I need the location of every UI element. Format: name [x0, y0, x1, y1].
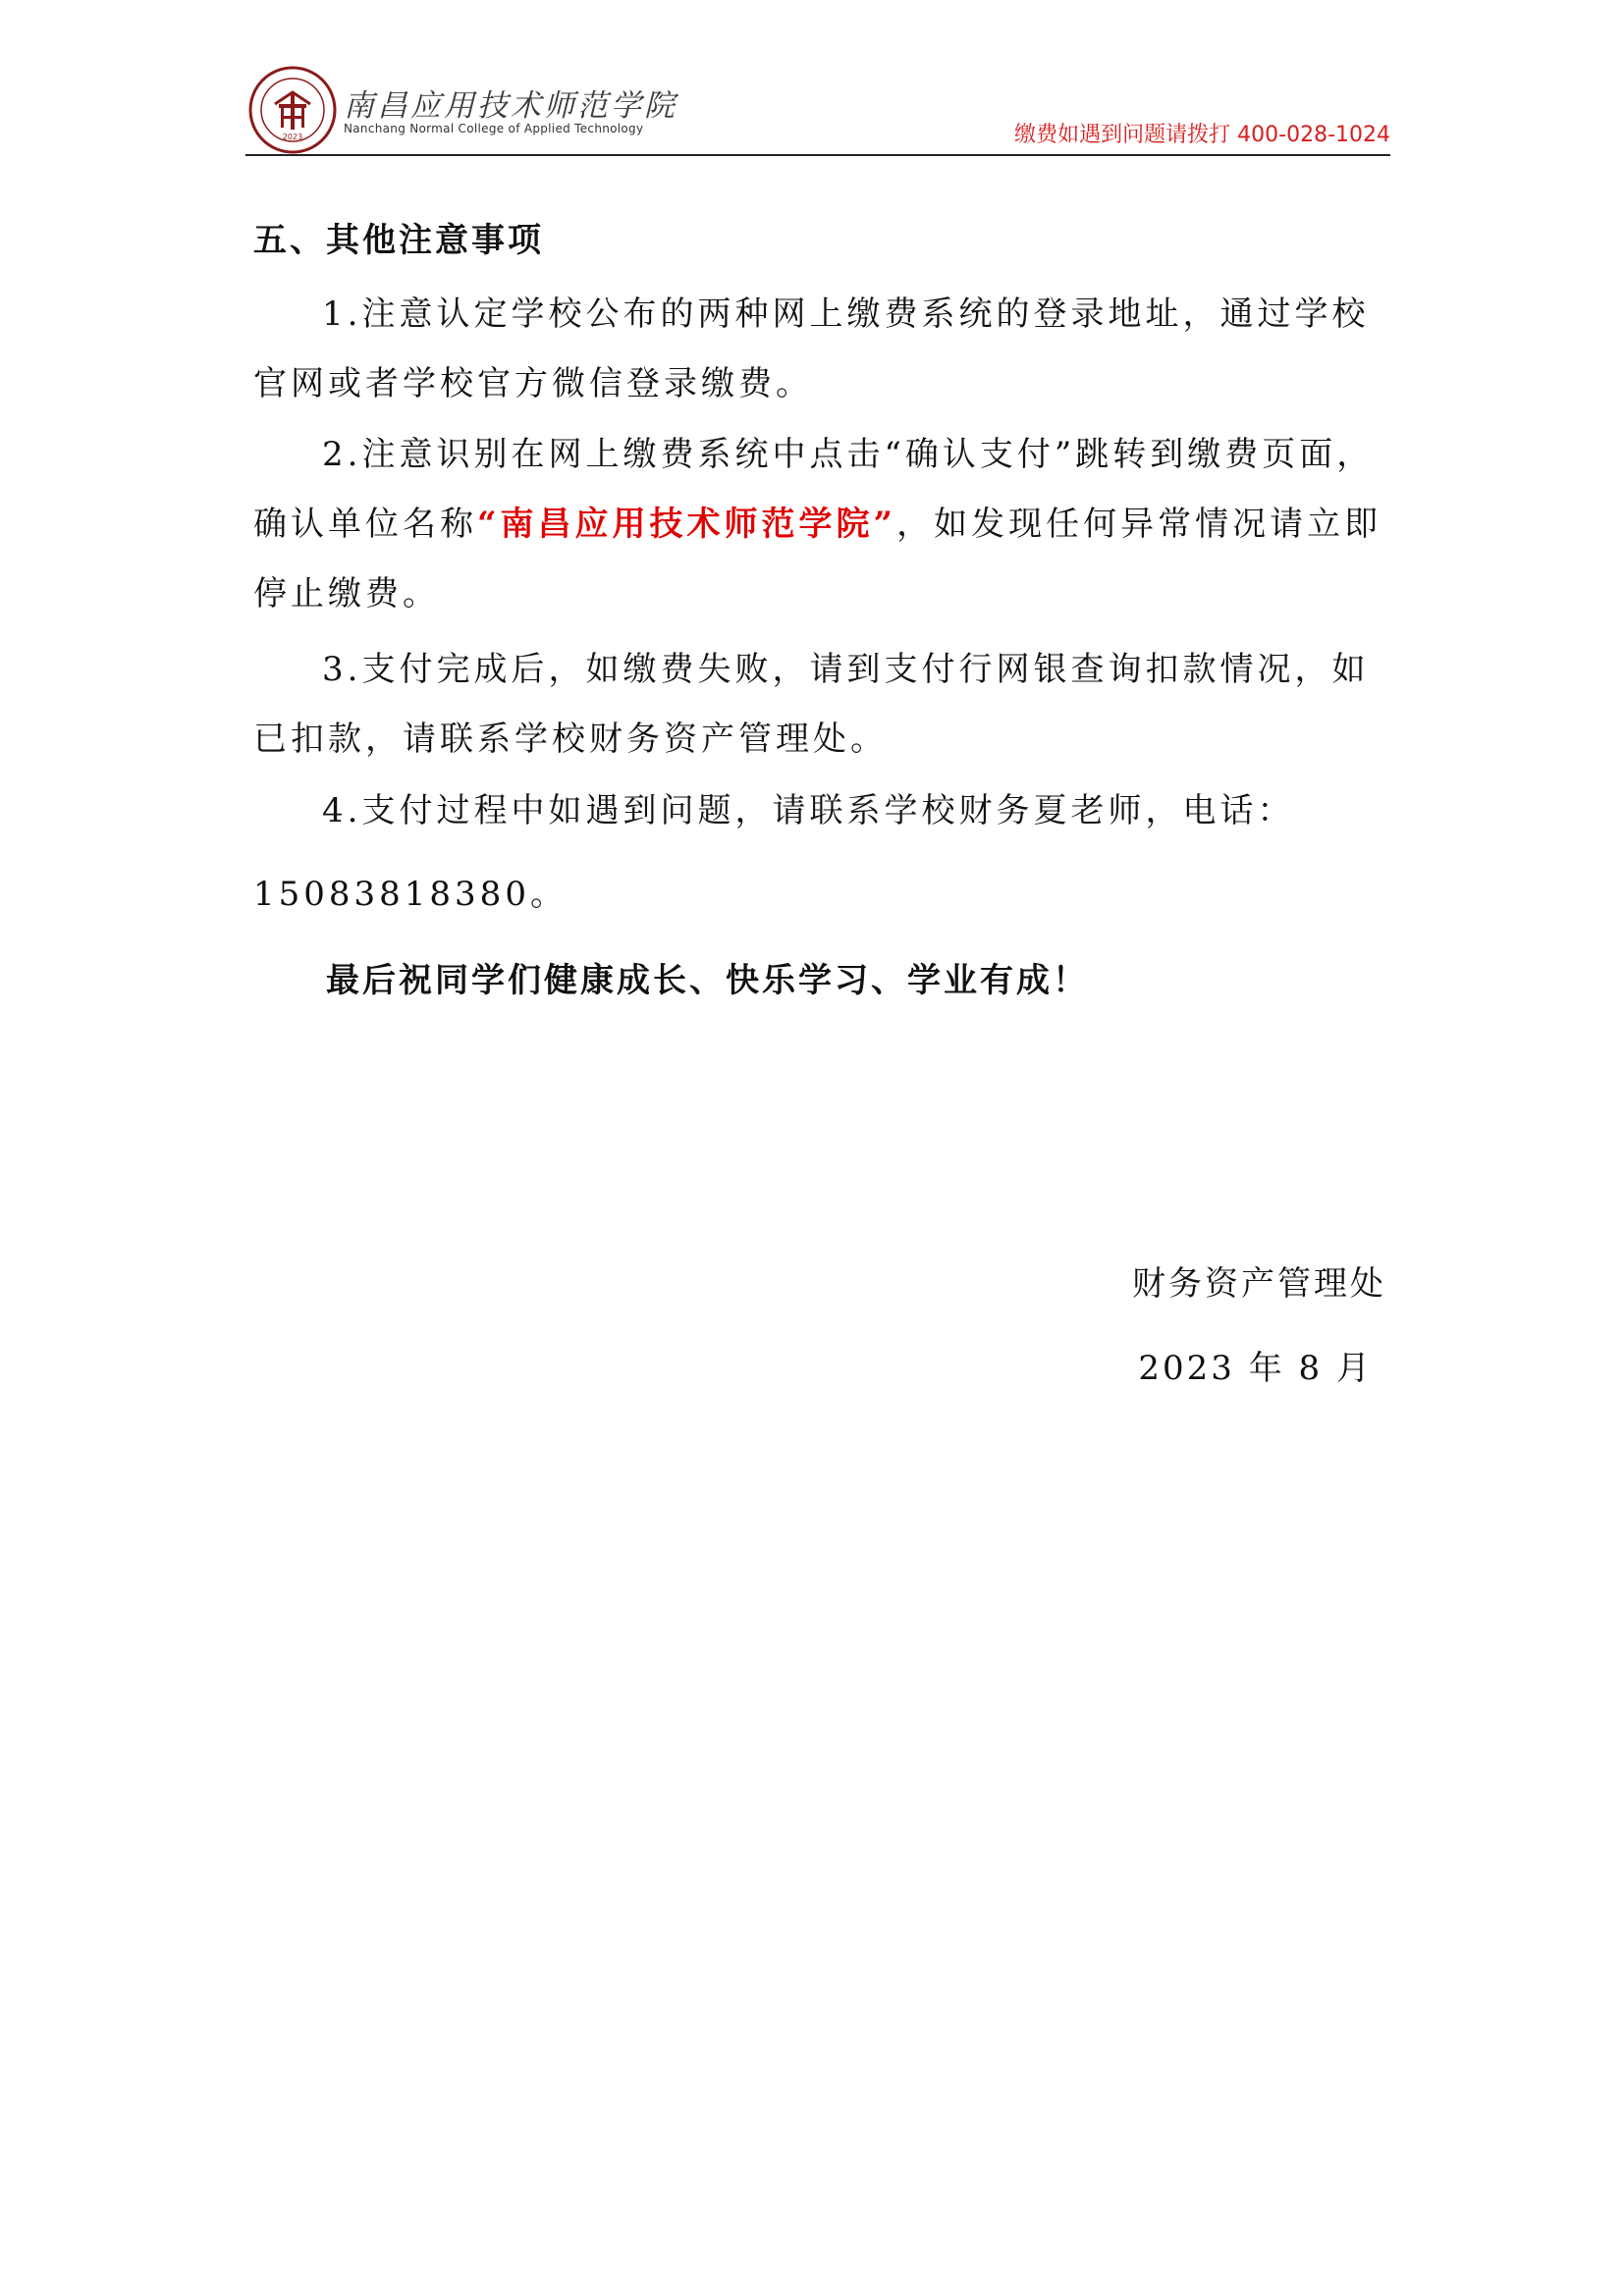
section-title: 五、其他注意事项 — [253, 221, 544, 260]
logo-year: 2023 — [282, 133, 303, 141]
notice-item-2-text: 2.注意识别在网上缴费系统中点击“确认支付”跳转到缴费页面，确认单位名称 — [253, 435, 1375, 544]
notice-item-2-tail: ，如发现任何异常情况请立即停止缴费。 — [253, 505, 1382, 614]
contact-phone: 15083818380。 — [253, 875, 568, 914]
hotline-text: 缴费如遇到问题请拨打 400-028-1024 — [1014, 123, 1390, 147]
notice-item-1: 1.注意认定学校公布的两种网上缴费系统的登录地址，通过学校官网或者学校官方微信登录缴费。 — [253, 294, 1370, 403]
page-header — [245, 59, 1390, 157]
school-name-en: Nanchang Normal College of Applied Technology — [344, 122, 644, 135]
signature: 财务资产管理处 — [1132, 1264, 1386, 1304]
school-logo-icon — [247, 65, 338, 155]
closing-wish: 最后祝同学们健康成长、快乐学习、学业有成！ — [326, 961, 1089, 1000]
school-name-cn: 南昌应用技术师范学院 — [344, 88, 677, 124]
notice-item-4: 4.支付过程中如遇到问题，请联系学校财务夏老师，电话： — [322, 791, 1295, 830]
school-name-highlight: “南昌应用技术师范学院” — [477, 505, 897, 544]
notice-item-3: 3.支付完成后，如缴费失败，请到支付行网银查询扣款情况，如已扣款，请联系学校财务资产管理处。 — [253, 650, 1370, 759]
notice-item-2 — [253, 420, 1392, 629]
header-divider — [245, 154, 1390, 156]
issue-date: 2023 年 8 月 — [1138, 1349, 1373, 1388]
